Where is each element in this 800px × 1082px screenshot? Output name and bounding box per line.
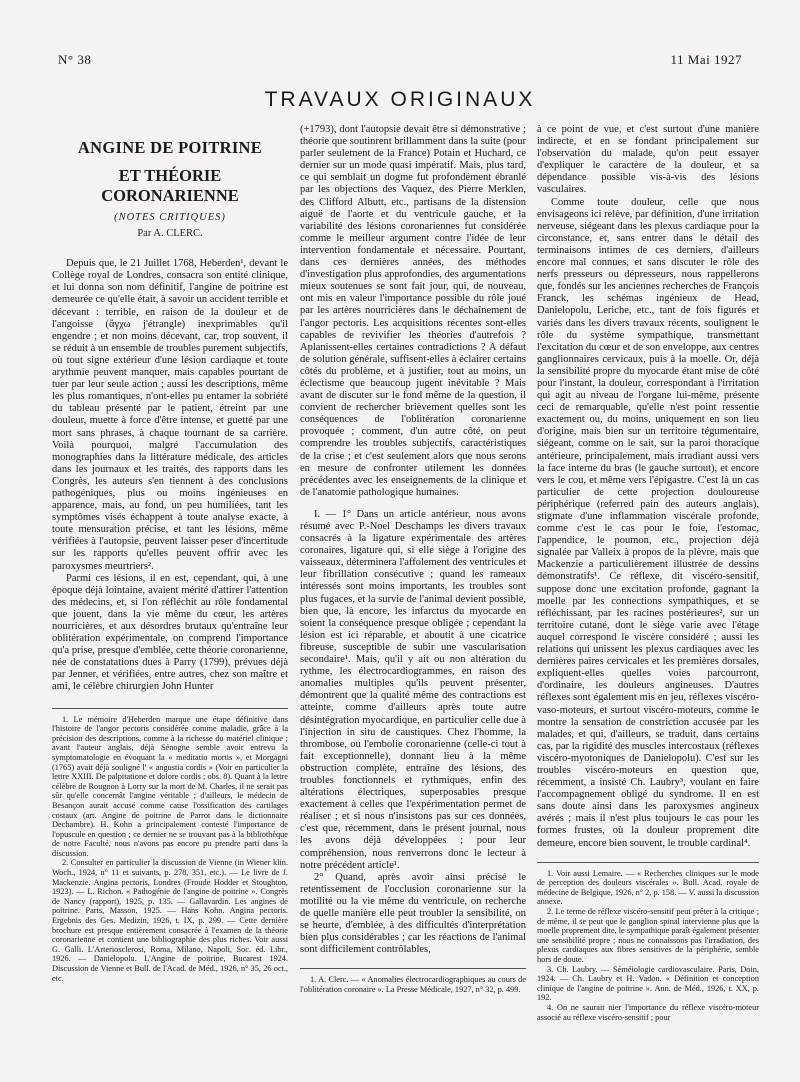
article-title-line1: ANGINE DE POITRINE <box>77 138 263 157</box>
paragraph: à ce point de vue, et c'est surtout d'une manière indirecte, et en se fondant principalement sur l'observation du malade, qu'on peut essayer d'expliquer le caractère de la douleur, et sa dépendance possible vis-à-vis des lésions vasculaires. <box>537 124 759 196</box>
footnote: 4. On ne saurait nier l'importance du réflexe viscéro-moteur associé au réflexe viscéro-sensitif ; pour <box>537 1002 759 1022</box>
footnote: 2. Consulter en particulier la discussion de Vienne (in Wiener klin. Woch., 1924, n° 11 et suivants, p. 278, 351, etc.). — Le livre de J. Mackenzie. Angina pectoris, Londres (Froude Hodder et Stoughton, 1923). — L. Richon. « Pathogénie de l'angine de poitrine ». Congrès de Nancy (rapport), 1925, p. 135. — Gallavardin. Les angines de poitrine. Paris, Masson, 1925. — Hans Kohn. Angina pectoris. Ergebnis des Ges. Medizin, 1926, t. IX, p. 299. — Cette dernière brochure est presque entièrement consacrée à l'examen de la théorie coronarienne et contient une bibliographie des plus riches. Voir aussi G. Galli. L'Arteriosclerosi, Roma, Milano, Napoli, Soc. éd. Libr., 1926. — Danielopolu. L'Angine de poitrine, Bucarest 1924. Discussion de Vienne et Bull. de l'Acad. de Méd., 1926, n° 35, 26 oct., etc. <box>52 858 288 983</box>
paragraph: Comme toute douleur, celle que nous envisageons ici relève, par définition, d'une irritation nerveuse, siégeant dans les plexus cardiaque pour la circonstance, et, sans entrer dans le détail des terminaisons intimes de ces derniers, d'ailleurs encore mal connues, et sans discuter le rôle des nerfs presseurs ou dépresseurs, nous rappellerons que, fondés sur les anciennes recherches de François Franck, les schémas ingénieux de Head, Danielopolu, Leriche, etc., tant de fois figurés et variés dans les divers travaux récents, soulignent le rôle du système sympathique, transmettant l'excitation du cœur et de son enveloppe, aux centres ganglionnaires cervicaux, puis à la moelle. Or, déjà la sensibilité propre du myocarde étant mise de côté pour l'instant, la douleur, correspondant à l'irritation qui agit au niveau de l'organe lui-même, présente ceci de remarquable, qu'elle n'est point ressentie exactement ou, du moins, uniquement en son lieu d'origine, mais bien sur un territoire tégumentaire, siégeant, comme on le sait, sur la paroi thoracique antérieure, principalement, mais irradiant aussi vers la face interne du bras (le gauche surtout), et encore vers le cou, et même vers l'épigastre. C'est là un cas particulier de cette projection douloureuse périphérique (referred pain des auteurs anglais), stigmate d'une inflammation viscérale profonde, comme c'est le cas pour le foie, l'estomac, l'appendice, le poumon, etc., projection déjà signalée par Valleix à propos de la plèvre, mais que Mackenzie a particulièrement illustrée de dessins démonstratifs¹. Ce réflexe, dit viscéro-sensitif, suppose donc une excitation profonde, gagnant la moelle par les connections sympathiques, et se réfléchissant, par les racines postérieures², sur un territoire cutané, dont le siège varie avec l'étage auquel correspond le viscère considéré ; aussi les relations qui unissent les plexus cardiaques avec les dernières paires cervicales et les premières dorsales, expliquent-elles quelles voies parcourront, d'ordinaire, les douleurs angineuses. D'autres réflexes sont également mis en jeu, réflexes viscéro-vaso-moteurs, et surtout viscéro-moteurs, comme le montre la sensation de constriction accusée par les malades, et qui, d'ailleurs, se traduit, dans certains cas, par la rigidité des muscles intercostaux (réflexes viscéro-myotoniques de Danielopolu). C'est sur les troubles viscéro-moteurs en question que, récemment, a insisté Ch. Laubry³, voulant en faire l'accompagnement obligé du syndrome. Il en est sans doute ainsi dans les paroxysmes angineux avérés ; mais il n'est plus toujours le cas pour les formes frustes, où la douleur proprement dite demeure, encore bien souvent, le trouble cardinal⁴. <box>537 196 759 849</box>
footnote: 1. Le mémoire d'Heberden marque une étape définitive dans l'histoire de l'angor pectoris considérée comme maladie, grâce à la précision des descriptions, comme à la richesse du matériel clinique ; avant l'auteur anglais, déjà Sénogne semble avoir entrevu la symptomatologie en évoquant la « meditatio mortis », et Morgagni (1765) avait déjà souligné l' « angustia cordis » (Voir en particulier la lettre XXIII. De palpitatione et dolore cordis ; obs. 8). Quant à la lettre célèbre de Rougnon à Lorry sur la mort de M. Charles, il ne serait pas sûr qu'elle concernât l'angine véritable ; d'ailleurs, le médecin de Besançon aurait accusé comme cause l'ossification des cartilages costaux (art. Angine de poitrine de Parrot dans le dictionnaire Dechambre). H. Kohn a principalement contesté l'importance de l'opuscule en question ; ce dernier ne se trouvant pas à la bibliothèque de notre Faculté, nous n'avons pas encore pu prendre parti dans la discussion. <box>52 714 288 858</box>
paragraph: 2° Quand, après avoir ainsi précisé le retentissement de l'occlusion coronarienne sur la motilité ou la vie même du ventricule, on recherche de quelle manière elle peut troubler la sensibilité, on se heurte, d'emblée, à des difficultés d'interprétation bien plus considérables ; car les réactions de l'animal sont difficilement contrôlables, <box>300 871 526 956</box>
issue-number: N° 38 <box>58 52 92 67</box>
column-3 <box>537 124 759 1064</box>
paragraph: Depuis que, le 21 Juillet 1768, Heberden¹, devant le Collège royal de Londres, consacra son entité clinique, et lui donna son nom définitif, l'angine de poitrine est demeurée ce qu'elle était, à savoir un accident terrible et décevant : terrible, en raison de la douleur et de l'angoisse (ἄγχω j'étrangle) inexprimables qu'il engendre ; et non moins décevant, car, trop souvent, il se réduit à un ensemble de troubles purement subjectifs, où tout signe extérieur d'une lésion cardiaque et toute arythmie peuvent manquer, mais capables pourtant de tuer par leur seule action ; aussi les descriptions, même les plus romantiques, n'ont-elles pu entamer la sobriété du tableau présenté par le patient, étreint par une douleur, muette à force d'être intense, et guetté par une mort sans phrases, à chaque tournant de sa carrière. Voilà pourquoi, malgré l'accumulation des monographies dans la littérature médicale, des articles dans les journaux et les traités, des rapports dans les Congrès, les auteurs s'en tiennent à des conclusions pathogéniques, plus ou moins ingénieuses en apparence, mais, au fond, un peu humiliées, tant les symptômes visés échappent à toute analyse exacte, à toute mensuration précise, et tant les lésions, même vérifiées à l'autopsie, peuvent laisser peser d'incertitude sur les rapports qu'elles peuvent offrir avec les paroxysmes meurtriers². <box>52 258 288 572</box>
paragraph: Parmi ces lésions, il en est, cependant, qui, à une époque déjà lointaine, avaient mérité d'attirer l'attention des médecins, et, si l'on réfléchit au rôle fondamental que jouent, dans la vie même du cœur, les artères nourricières, et aux désordres brutaux qu'entraîne leur oblitération expérimentale, on comprend l'importance qu'a prise, presque d'emblée, cette théorie coronarienne, née de constatations dues à Parry (1799), prévues déjà par Jenner, et vérifiées, entre autres, chez son maître et ami, le célèbre chirurgien John Hunter <box>52 572 288 693</box>
footnotes <box>52 708 288 984</box>
column-1 <box>52 124 288 1064</box>
footnote: 2. Le terme de réflexe viscéro-sensitif peut prêter à la critique ; de même, il se peut que le ganglion spinal intervienne plus que la moelle proprement dite, le sympathique paraît également présenter une sensibilité propre ; nous ne connaissons pas l'irradiation, des plexus cardiaques aux fibres sensitives de la périphérie, semble hors de doute. <box>537 907 759 964</box>
article-subtitle: (NOTES CRITIQUES) <box>114 212 226 223</box>
paragraph: I. — 1° Dans un article antérieur, nous avons résumé avec P.-Noel Deschamps les divers travaux consacrés à la ligature expérimentale des artères coronaires, ligature qui, si elle siège à l'origine des vaisseaux, déterminera l'affolement des ventricules et leur fibrillation consécutive ; quand les rameaux intéressés sont moins importants, les troubles sont plus fugaces, et la survie de l'animal devient possible, bien que, là encore, les infarctus du myocarde en soient la conséquence presque obligée ; cependant la lésion est ici réparable, et aboutit à une cicatrice fibreuse, susceptible de subir une vascularisation secondaire¹. Mais, qu'il y ait ou non altération du rythme, les électrocardiogrammes, en raison des anomalies multiples qu'ils peuvent présenter, démontrent que la qualité même des contractions est atteinte, comme d'ailleurs après toute autre désintégration myocardique, en particulier celle due à l'injection in situ de caustiques. Chez l'homme, la thrombose, ou l'embolie coronarienne (celle-ci tout à fait exceptionnelle), donnant lieu à la même obstruction complète, entraîne des lésions, des troubles fonctionnels et rythmiques, enfin des altérations électriques, superposables presque exactement à celles que l'expérimentation permet de réaliser ; et si nous n'insistons pas sur ces données, c'est que, récemment, dans le présent journal, nous les avons déjà développées ; pour leur compréhension, nous renverrons donc le lecteur à notre précédent article¹. <box>300 508 526 871</box>
footnote: 1. A. Clerc. — « Anomalies électrocardiographiques au cours de l'oblitération coronaire ». La Presse Médicale, 1927, n° 32, p. 499. <box>300 975 526 994</box>
column-2 <box>300 124 526 1064</box>
article-title-line2: ET THÉORIE CORONARIENNE <box>101 166 239 205</box>
issue-date: 11 Mai 1927 <box>670 52 742 67</box>
article-author: Par A. CLERC. <box>137 228 203 240</box>
paragraph: (+1793), dont l'autopsie devait être si démonstrative ; théorie que soutinrent brillamment dans la suite (pour parler seulement de la France) Potain et Huchard, ce dernier sur un mode quasi impératif. Mais, plus tard, ce qui semblait un dogme fut profondément ébranlé par les objections des Vaquez, des Pierre Merklen, des Clifford Albutt, etc., partisans de la distension aiguë de l'aorte et du ventricule gauche, et la variabilité des lésions coronariennes fut considérée comme le meilleur argument contre l'idée de leur intervention fondamentale et nécessaire. Pourtant, dans ces dernières années, des méthodes d'investigation plus approfondies, des argumentations mieux soutenues se sont fait jour, qui, de nouveau, ont mis en valeur l'importance possible du rôle joué par les artères nourricières dans le déchaînement de l'angor pectoris. Les acquisitions récentes sont-elles capables de revivifier les théories d'autrefois ? Aplanissent-elles certaines contradictions ? A défaut de solution générale, suffisent-elles à éclairer certains côtés du problème, et à justifier, tout au moins, un éclectisme que beaucoup jugent inévitable ? Mais avant de discuter sur le fond même de la question, il convient de rechercher brièvement quelles sont les conséquences de l'oblitération coronarienne provoquée ; comment, d'un autre côté, on peut comprendre les troubles subjectifs, caractéristiques de la crise ; et c'est seulement alors que nous serons en mesure de confronter utilement les données précédentes avec les enseignements de la clinique et de l'anatomie pathologique humaines. <box>300 124 526 498</box>
footnotes <box>537 862 759 1023</box>
footnote: 3. Ch. Laubry. — Séméiologie cardiovasculaire. Paris, Doin, 1924. — Ch. Laubry et H. Vadon. « Définition et conception clinique de l'angine de poitrine ». Ann. de Méd., 1926, t. XX, p. 192. <box>537 964 759 1003</box>
footnote: 1. Voir aussi Lemaire. — « Recherches cliniques sur le mode de perception des douleurs viscérales ». Bull. Acad. royale de médecine de Belgique, 1926, n° 2, p. 158. — V. aussi la discussion annexe. <box>537 868 759 907</box>
footnotes <box>300 968 526 994</box>
section-title: TRAVAUX ORIGINAUX <box>264 88 536 111</box>
